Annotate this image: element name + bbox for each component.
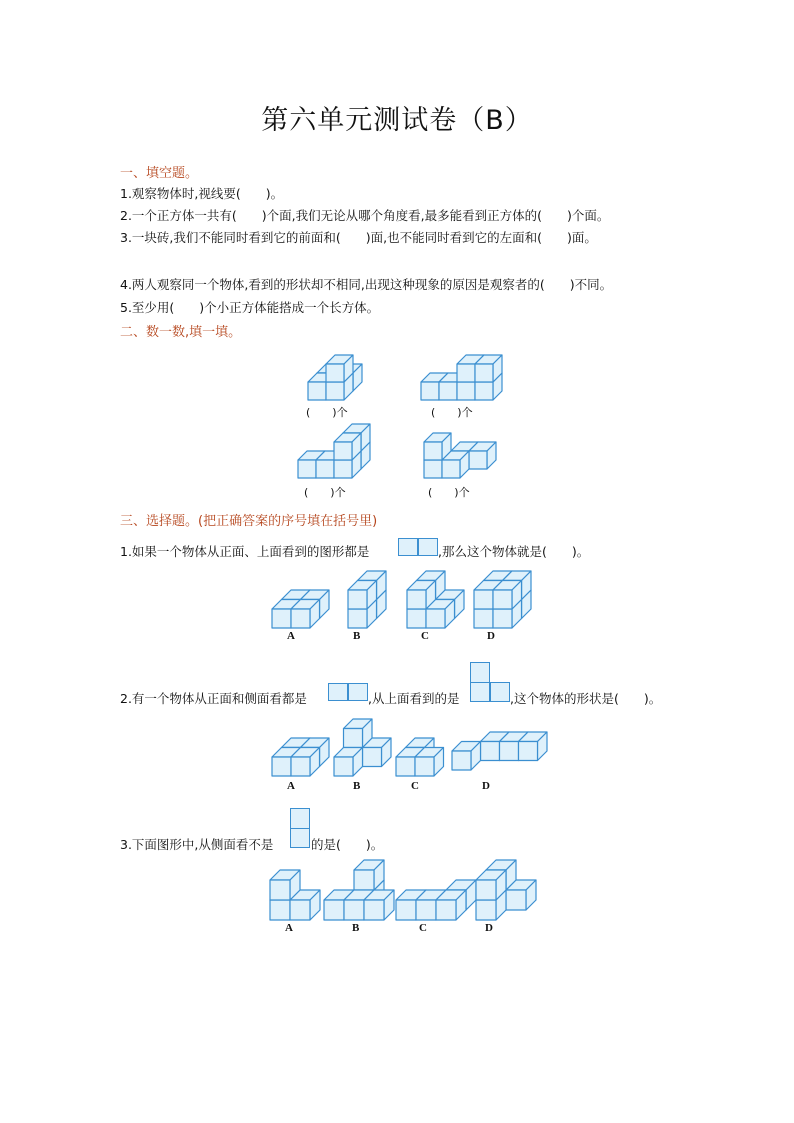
option-label-2-A: A [287,780,295,792]
question-3-3-part2: 的是( )。 [311,837,384,852]
question-1-4: 4.两人观察同一个物体,看到的形状却不相同,出现这种现象的原因是观察者的( )不同。 [120,277,613,292]
option-figure-2-C [392,736,450,780]
option-figure-3-B [320,868,400,922]
page-title: 第六单元测试卷（B） [261,105,533,136]
inline-view-divider [489,682,491,702]
section-heading-choice: 三、选择题。(把正确答案的序号填在括号里) [120,514,378,529]
option-figure-1-D [470,578,530,632]
count-blank-4: ( )个 [428,486,470,499]
question-1-1: 1.观察物体时,视线要( )。 [120,186,284,201]
option-figure-3-A [266,868,326,922]
option-label-1-A: A [287,630,295,642]
question-3-2-part3: ,这个物体的形状是( )。 [510,691,662,706]
option-label-3-A: A [285,922,293,934]
option-label-1-D: D [487,630,495,642]
option-label-2-B: B [353,780,361,792]
cube-figure-3 [292,426,382,486]
option-figure-2-B [330,718,394,780]
question-3-2-part2: ,从上面看到的是 [368,691,460,706]
count-blank-2: ( )个 [431,406,473,419]
option-figure-2-A [268,736,332,780]
cube-3 [334,748,363,777]
option-label-1-B: B [353,630,361,642]
inline-view-top-upper [470,662,490,683]
cube-figure-4 [418,426,508,486]
cube-figure-2 [415,338,505,402]
question-3-1-part2: ,那么这个物体就是( )。 [438,544,590,559]
section-heading-fill-in: 一、填空题。 [120,166,199,181]
question-3-1-part1: 1.如果一个物体从正面、上面看到的图形都是 [120,544,370,559]
option-label-3-B: B [352,922,360,934]
question-1-5: 5.至少用( )个小正方体能搭成一个长方体。 [120,300,380,315]
inline-view-divider [417,538,419,556]
option-figure-2-D [448,730,528,774]
count-blank-1: ( )个 [306,406,348,419]
inline-view-side-upper [290,808,310,829]
count-blank-3: ( )个 [304,486,346,499]
option-label-2-C: C [411,780,419,792]
option-label-3-D: D [485,922,493,934]
option-figure-1-A [268,592,328,632]
section-heading-count: 二、数一数,填一填。 [120,325,242,340]
option-figure-1-C [403,578,463,632]
option-figure-3-C [392,880,472,924]
option-figure-1-B [344,578,384,632]
inline-view-divider [347,683,349,701]
option-label-3-C: C [419,922,427,934]
option-figure-3-D [472,868,532,922]
question-1-2: 2.一个正方体一共有( )个面,我们无论从哪个角度看,最多能看到正方体的( )个面。 [120,208,610,223]
question-3-2-part1: 2.有一个物体从正面和侧面看都是 [120,691,307,706]
cube-3 [452,742,481,771]
option-label-2-D: D [482,780,490,792]
inline-view-side-lower [290,828,310,848]
question-3-3-part1: 3.下面图形中,从侧面看不是 [120,837,274,852]
cube-figure-1 [300,338,380,402]
question-1-3: 3.一块砖,我们不能同时看到它的前面和( )面,也不能同时看到它的左面和( )面。 [120,230,597,245]
option-label-1-C: C [421,630,429,642]
